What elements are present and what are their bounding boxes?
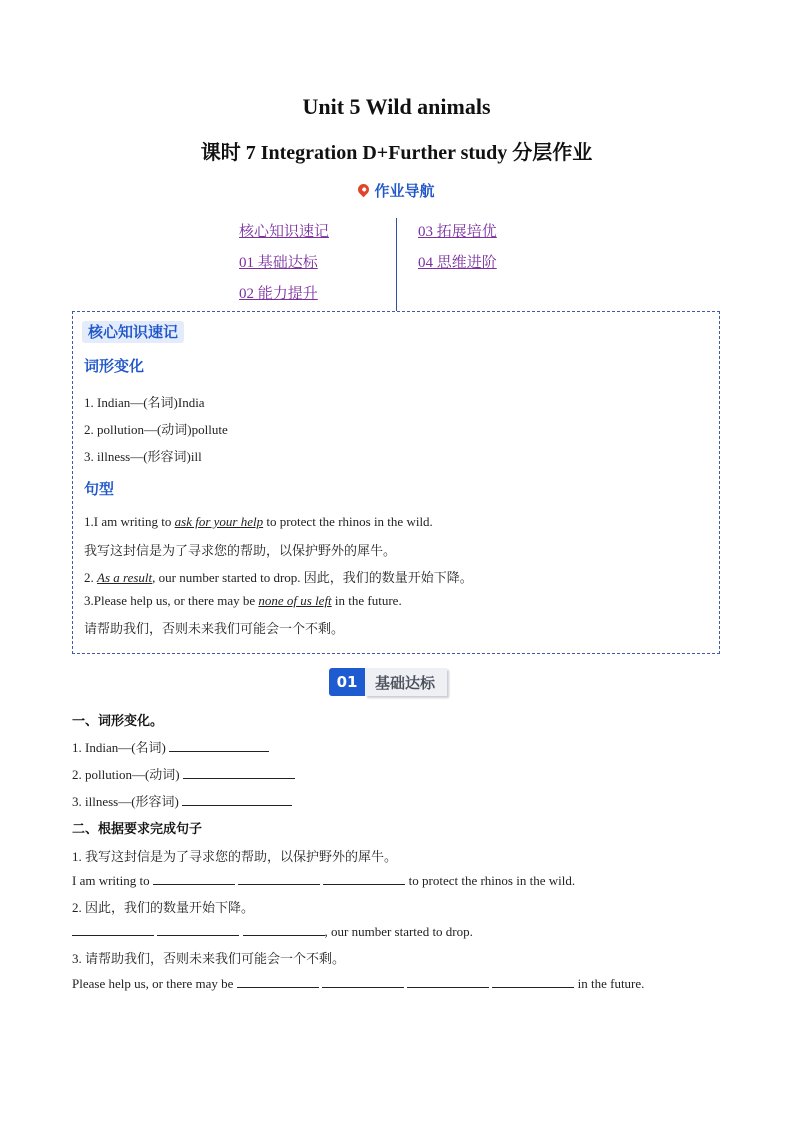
exercise-word-form-1	[72, 737, 269, 756]
question-1-english	[72, 872, 575, 889]
exercise-word-form-3	[72, 791, 292, 810]
answer-blank[interactable]	[323, 872, 405, 885]
sentence-3-end: in the future.	[331, 593, 402, 608]
sentence-2-end: , our number started to drop. 因此，我们的数量开始下降。	[152, 570, 473, 585]
answer-blank[interactable]	[157, 923, 239, 936]
question-1-end: to protect the rhinos in the wild.	[408, 873, 576, 888]
location-pin-icon	[356, 182, 372, 198]
answer-blank[interactable]	[182, 793, 292, 806]
homework-nav-heading	[0, 180, 793, 201]
page-title: Unit 5 Wild animals	[302, 94, 491, 119]
question-1-start: I am writing to	[72, 873, 150, 888]
word-forms-heading: 词形变化	[84, 357, 145, 375]
answer-blank[interactable]	[153, 872, 235, 885]
nav-link-basic[interactable]: 01 基础达标	[239, 255, 318, 271]
word-form-item-2: 2. pollution—(动词)pollute	[84, 422, 228, 437]
question-2-english	[72, 923, 473, 940]
nav-divider	[396, 218, 397, 311]
core-knowledge-heading	[82, 321, 184, 342]
exercise-word-form-2-prompt: 2. pollution—(动词)	[72, 767, 180, 782]
question-3-english	[72, 975, 644, 992]
exercise-word-form-3-prompt: 3. illness—(形容词)	[72, 794, 179, 809]
answer-blank[interactable]	[407, 975, 489, 988]
section-01-badge	[329, 668, 447, 696]
sentence-1-key-phrase: ask for your help	[174, 514, 264, 529]
sentence-3-start: 3.Please help us, or there may be	[84, 593, 259, 608]
core-knowledge-label: 核心知识速记	[82, 321, 184, 343]
answer-blank[interactable]	[238, 872, 320, 885]
sentence-pattern-1	[84, 514, 433, 530]
nav-link-extension[interactable]: 03 拓展培优	[418, 224, 497, 240]
answer-blank[interactable]	[169, 739, 269, 752]
nav-link-ability[interactable]: 02 能力提升	[239, 286, 318, 302]
section-01-label: 基础达标	[365, 668, 447, 696]
sentence-3-key-phrase: none of us left	[258, 593, 332, 608]
sentence-pattern-2	[84, 567, 473, 586]
nav-link-core-knowledge[interactable]: 核心知识速记	[239, 224, 330, 240]
section-01-number: 01	[329, 668, 365, 696]
nav-link-thinking[interactable]: 04 思维进阶	[418, 255, 497, 271]
lesson-subtitle: 课时 7 Integration D+Further study 分层作业	[200, 142, 593, 164]
part1-heading: 一、词形变化。	[72, 714, 164, 729]
sentence-patterns-heading: 句型	[84, 480, 115, 498]
sentence-2-key-phrase: As a result	[97, 570, 153, 585]
answer-blank[interactable]	[492, 975, 574, 988]
word-form-item-1: 1. Indian—(名词)India	[84, 395, 205, 410]
question-3-end: in the future.	[577, 976, 645, 991]
question-2-end: , our number started to drop.	[324, 924, 473, 939]
exercise-word-form-1-prompt: 1. Indian—(名词)	[72, 740, 166, 755]
exercise-word-form-2	[72, 764, 295, 783]
answer-blank[interactable]	[183, 766, 295, 779]
sentence-2-start: 2.	[84, 570, 97, 585]
sentence-pattern-3	[84, 593, 402, 609]
question-3-start: Please help us, or there may be	[72, 976, 234, 991]
sentence-pattern-3-translation: 请帮助我们，否则未来我们可能会一个不剩。	[84, 621, 345, 636]
sentence-1-start: 1.I am writing to	[84, 514, 175, 529]
word-form-item-3: 3. illness—(形容词)ill	[84, 449, 202, 464]
answer-blank[interactable]	[237, 975, 319, 988]
answer-blank[interactable]	[322, 975, 404, 988]
question-2-chinese: 2. 因此，我们的数量开始下降。	[72, 900, 255, 915]
part2-heading: 二、根据要求完成句子	[72, 822, 203, 837]
question-1-chinese: 1. 我写这封信是为了寻求您的帮助，以保护野外的犀牛。	[72, 849, 398, 864]
sentence-pattern-1-translation: 我写这封信是为了寻求您的帮助，以保护野外的犀牛。	[84, 543, 397, 558]
question-3-chinese: 3. 请帮助我们，否则未来我们可能会一个不剩。	[72, 951, 346, 966]
answer-blank[interactable]	[243, 923, 325, 936]
sentence-1-end: to protect the rhinos in the wild.	[263, 514, 433, 529]
homework-nav-title: 作业导航	[374, 182, 435, 200]
answer-blank[interactable]	[72, 923, 154, 936]
